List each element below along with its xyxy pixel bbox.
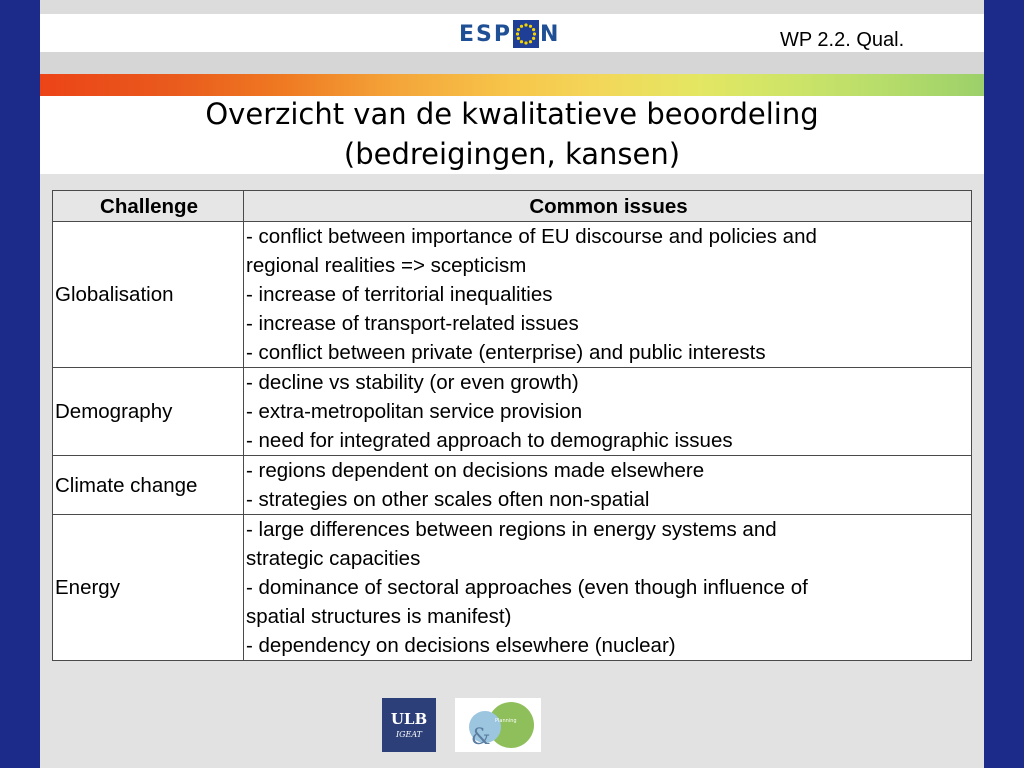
table-row [53,368,972,456]
ulb-logo-text: ULB [390,710,428,728]
challenges-table-wrapper [52,190,972,661]
issue-line: - conflict between importance of EU discourse and policies and [246,225,817,248]
issues-cell [244,222,972,368]
planning-development-logo [455,698,541,752]
espon-logo [459,18,560,50]
header-common-issues: Common issues [244,191,972,222]
svg-text:Planning: Planning [495,718,517,724]
page-title-line2: (bedreigingen, kansen) [343,137,681,171]
challenge-cell: Globalisation [53,222,244,368]
issues-cell [244,515,972,661]
challenge-cell: Demography [53,368,244,456]
issue-line: - regions dependent on decisions made elsewhere [246,459,705,482]
table-row [53,456,972,515]
issues-cell [244,368,972,456]
espon-logo-suffix: N [540,21,561,47]
eu-stars-icon [513,20,539,48]
issue-line: - large differences between regions in energy systems and [246,518,777,541]
issue-line: - strategies on other scales often non-spatial [246,488,650,511]
espon-logo-prefix: ESP [459,21,512,47]
issue-line: - extra-metropolitan service provision [246,400,583,423]
ulb-logo-subtext: IGEAT [395,730,423,739]
svg-text:&: & [471,725,491,750]
map-strip-decoration [40,74,984,96]
table-row [53,515,972,661]
slide [40,0,984,768]
table-row [53,222,972,368]
issue-line: regional realities => scepticism [246,254,527,277]
issue-line: strategic capacities [246,547,421,570]
ulb-logo [382,698,436,752]
wp-label: WP 2.2. Qual. [780,29,905,51]
issue-line: - dependency on decisions elsewhere (nuclear) [246,634,676,657]
footer-logos [382,698,542,752]
issue-line: - increase of transport-related issues [246,312,579,335]
challenge-cell: Climate change [53,456,244,515]
issues-cell [244,456,972,515]
challenge-cell: Energy [53,515,244,661]
gray-band [40,52,984,74]
top-strip [40,0,984,14]
issue-line: - dominance of sectoral approaches (even though influence of [246,576,808,599]
issue-line: - need for integrated approach to demographic issues [246,429,733,452]
issue-line: spatial structures is manifest) [246,605,512,628]
challenges-table [52,190,972,661]
issue-line: - decline vs stability (or even growth) [246,371,579,394]
issue-line: - conflict between private (enterprise) and public interests [246,341,766,364]
page-title-line1: Overzicht van de kwalitatieve beoordeling [205,97,819,131]
table-header-row [53,191,972,222]
issue-line: - increase of territorial inequalities [246,283,553,306]
header-challenge: Challenge [53,191,244,222]
